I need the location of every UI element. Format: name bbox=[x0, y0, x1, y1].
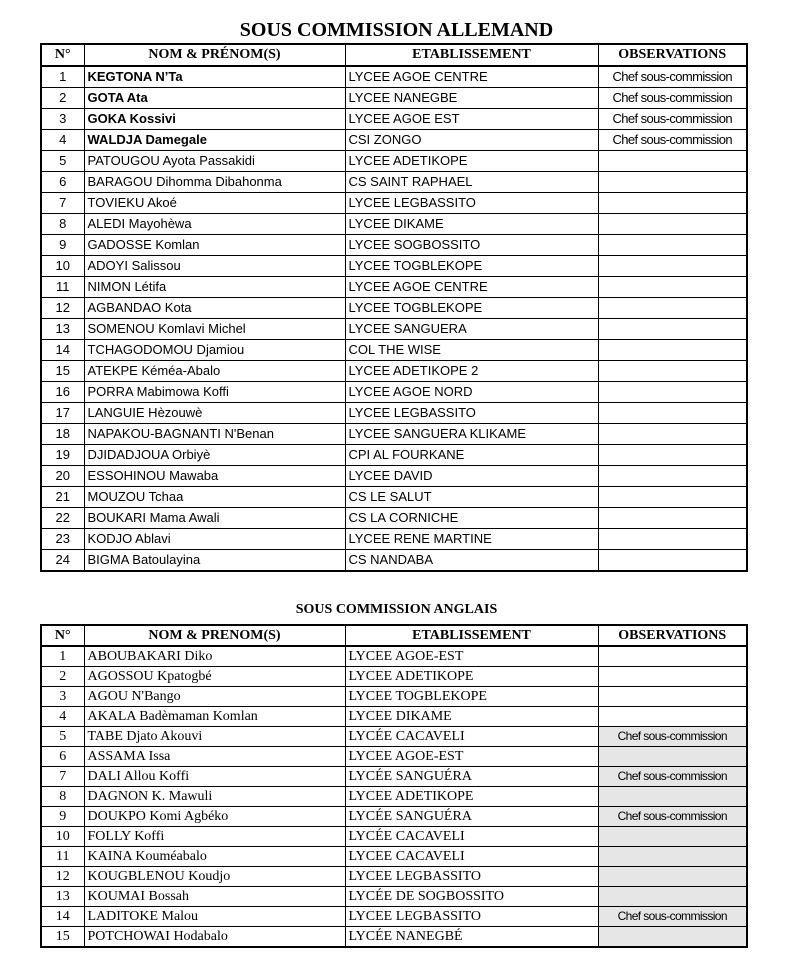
row-school: LYCEE AGOE EST bbox=[345, 109, 598, 130]
table-row bbox=[41, 887, 747, 907]
row-number: 17 bbox=[41, 403, 84, 424]
row-name: GOTA Ata bbox=[84, 88, 345, 109]
row-observation bbox=[598, 847, 747, 867]
row-school: LYCEE AGOE-EST bbox=[345, 646, 598, 667]
row-number: 11 bbox=[41, 847, 84, 867]
row-name: DAGNON K. Mawuli bbox=[84, 787, 345, 807]
row-number: 7 bbox=[41, 767, 84, 787]
anglais-title: SOUS COMMISSION ANGLAIS bbox=[295, 602, 498, 617]
row-number: 12 bbox=[41, 867, 84, 887]
row-number: 14 bbox=[41, 907, 84, 927]
row-observation bbox=[598, 508, 747, 529]
row-number: 7 bbox=[41, 193, 84, 214]
row-school: CS LA CORNICHE bbox=[345, 508, 598, 529]
row-name: BARAGOU Dihomma Dibahonma bbox=[84, 172, 345, 193]
row-school: CSI ZONGO bbox=[345, 130, 598, 151]
row-observation: Chef sous-commission bbox=[598, 66, 747, 88]
row-name: NIMON Létifa bbox=[84, 277, 345, 298]
table-row bbox=[41, 466, 747, 487]
table-row bbox=[41, 487, 747, 508]
table-row bbox=[41, 529, 747, 550]
row-number: 1 bbox=[41, 66, 84, 88]
col-header-observations: OBSERVATIONS bbox=[598, 625, 747, 646]
row-number: 6 bbox=[41, 172, 84, 193]
row-observation: Chef sous-commission bbox=[598, 109, 747, 130]
row-school: LYCEE AGOE CENTRE bbox=[345, 277, 598, 298]
row-observation bbox=[598, 867, 747, 887]
col-header-school: ETABLISSEMENT bbox=[345, 625, 598, 646]
row-observation bbox=[598, 403, 747, 424]
row-name: AGOSSOU Kpatogbé bbox=[84, 667, 345, 687]
table-row bbox=[41, 550, 747, 572]
table-row bbox=[41, 646, 747, 667]
table-row bbox=[41, 727, 747, 747]
row-name: BOUKARI Mama Awali bbox=[84, 508, 345, 529]
anglais-table bbox=[40, 624, 748, 948]
row-observation: Chef sous-commission bbox=[598, 727, 747, 747]
row-school: LYCÉE NANEGBÉ bbox=[345, 927, 598, 948]
row-number: 21 bbox=[41, 487, 84, 508]
allemand-header-row bbox=[41, 44, 747, 66]
row-school: CPI AL FOURKANE bbox=[345, 445, 598, 466]
row-name: TABE Djato Akouvi bbox=[84, 727, 345, 747]
row-school: COL THE WISE bbox=[345, 340, 598, 361]
row-observation bbox=[598, 747, 747, 767]
row-observation: Chef sous-commission bbox=[598, 88, 747, 109]
row-school: LYCEE SANGUERA bbox=[345, 319, 598, 340]
row-school: LYCÉE CACAVELI bbox=[345, 727, 598, 747]
row-name: ATEKPE Kéméa-Abalo bbox=[84, 361, 345, 382]
row-observation bbox=[598, 827, 747, 847]
row-observation bbox=[598, 646, 747, 667]
row-school: LYCEE TOGBLEKOPE bbox=[345, 687, 598, 707]
col-header-number: N° bbox=[41, 44, 84, 66]
row-observation bbox=[598, 687, 747, 707]
row-number: 20 bbox=[41, 466, 84, 487]
row-number: 16 bbox=[41, 382, 84, 403]
row-number: 10 bbox=[41, 827, 84, 847]
anglais-header-row bbox=[41, 625, 747, 646]
table-row bbox=[41, 927, 747, 948]
row-observation bbox=[598, 340, 747, 361]
row-name: KAINA Kouméabalo bbox=[84, 847, 345, 867]
row-name: PORRA Mabimowa Koffi bbox=[84, 382, 345, 403]
row-observation bbox=[598, 466, 747, 487]
row-observation: Chef sous-commission bbox=[598, 807, 747, 827]
row-name: MOUZOU Tchaa bbox=[84, 487, 345, 508]
row-name: TCHAGODOMOU Djamiou bbox=[84, 340, 345, 361]
row-observation: Chef sous-commission bbox=[598, 130, 747, 151]
table-row bbox=[41, 256, 747, 277]
row-observation bbox=[598, 193, 747, 214]
row-number: 13 bbox=[41, 887, 84, 907]
table-row bbox=[41, 298, 747, 319]
table-row bbox=[41, 193, 747, 214]
table-row bbox=[41, 109, 747, 130]
row-observation bbox=[598, 887, 747, 907]
row-number: 23 bbox=[41, 529, 84, 550]
row-number: 6 bbox=[41, 747, 84, 767]
row-number: 2 bbox=[41, 88, 84, 109]
row-name: BIGMA Batoulayina bbox=[84, 550, 345, 572]
row-school: CS SAINT RAPHAEL bbox=[345, 172, 598, 193]
row-name: DALI Allou Koffi bbox=[84, 767, 345, 787]
row-number: 3 bbox=[41, 109, 84, 130]
table-row bbox=[41, 807, 747, 827]
row-observation bbox=[598, 361, 747, 382]
row-school: LYCEE ADETIKOPE bbox=[345, 667, 598, 687]
table-row bbox=[41, 340, 747, 361]
row-name: KOUMAI Bossah bbox=[84, 887, 345, 907]
row-school: LYCEE LEGBASSITO bbox=[345, 403, 598, 424]
allemand-table bbox=[40, 43, 748, 572]
row-observation: Chef sous-commission bbox=[598, 767, 747, 787]
row-observation bbox=[598, 235, 747, 256]
row-name: AKALA Badèmaman Komlan bbox=[84, 707, 345, 727]
row-name: ALEDI Mayohèwa bbox=[84, 214, 345, 235]
row-name: TOVIEKU Akoé bbox=[84, 193, 345, 214]
row-number: 15 bbox=[41, 361, 84, 382]
table-row bbox=[41, 667, 747, 687]
row-observation bbox=[598, 487, 747, 508]
col-header-school: ETABLISSEMENT bbox=[345, 44, 598, 66]
row-observation bbox=[598, 256, 747, 277]
row-number: 12 bbox=[41, 298, 84, 319]
row-observation bbox=[598, 424, 747, 445]
table-row bbox=[41, 687, 747, 707]
col-header-name: NOM & PRENOM(S) bbox=[84, 625, 345, 646]
row-school: LYCÉE CACAVELI bbox=[345, 827, 598, 847]
row-school: LYCEE RENE MARTINE bbox=[345, 529, 598, 550]
table-row bbox=[41, 867, 747, 887]
table-row bbox=[41, 319, 747, 340]
row-number: 8 bbox=[41, 787, 84, 807]
row-school: LYCEE ADETIKOPE bbox=[345, 787, 598, 807]
row-name: NAPAKOU-BAGNANTI N'Benan bbox=[84, 424, 345, 445]
row-number: 11 bbox=[41, 277, 84, 298]
row-name: AGOU N'Bango bbox=[84, 687, 345, 707]
row-name: GADOSSE Komlan bbox=[84, 235, 345, 256]
table-row bbox=[41, 130, 747, 151]
row-name: LANGUIE Hèzouwè bbox=[84, 403, 345, 424]
row-school: LYCÉE SANGUÉRA bbox=[345, 807, 598, 827]
row-name: POTCHOWAI Hodabalo bbox=[84, 927, 345, 948]
row-number: 14 bbox=[41, 340, 84, 361]
row-number: 13 bbox=[41, 319, 84, 340]
row-name: WALDJA Damegale bbox=[84, 130, 345, 151]
table-row bbox=[41, 277, 747, 298]
row-school: CS NANDABA bbox=[345, 550, 598, 572]
table-row bbox=[41, 747, 747, 767]
row-number: 3 bbox=[41, 687, 84, 707]
table-row bbox=[41, 88, 747, 109]
row-name: KODJO Ablavi bbox=[84, 529, 345, 550]
row-number: 9 bbox=[41, 807, 84, 827]
row-name: DOUKPO Komi Agbéko bbox=[84, 807, 345, 827]
table-row bbox=[41, 172, 747, 193]
row-number: 8 bbox=[41, 214, 84, 235]
row-name: DJIDADJOUA Orbiyè bbox=[84, 445, 345, 466]
col-header-number: N° bbox=[41, 625, 84, 646]
row-school: LYCEE AGOE-EST bbox=[345, 747, 598, 767]
row-number: 9 bbox=[41, 235, 84, 256]
row-school: LYCEE DIKAME bbox=[345, 707, 598, 727]
table-row bbox=[41, 787, 747, 807]
row-number: 15 bbox=[41, 927, 84, 948]
row-observation bbox=[598, 667, 747, 687]
row-school: LYCEE LEGBASSITO bbox=[345, 193, 598, 214]
row-number: 19 bbox=[41, 445, 84, 466]
row-observation bbox=[598, 707, 747, 727]
row-name: FOLLY Koffi bbox=[84, 827, 345, 847]
row-school: LYCEE ADETIKOPE bbox=[345, 151, 598, 172]
row-number: 4 bbox=[41, 130, 84, 151]
table-row bbox=[41, 151, 747, 172]
row-observation bbox=[598, 214, 747, 235]
row-name: ASSAMA Issa bbox=[84, 747, 345, 767]
table-row bbox=[41, 827, 747, 847]
row-name: SOMENOU Komlavi Michel bbox=[84, 319, 345, 340]
row-school: LYCEE LEGBASSITO bbox=[345, 907, 598, 927]
row-number: 5 bbox=[41, 151, 84, 172]
table-row bbox=[41, 508, 747, 529]
row-name: ESSOHINOU Mawaba bbox=[84, 466, 345, 487]
row-school: LYCEE ADETIKOPE 2 bbox=[345, 361, 598, 382]
row-observation bbox=[598, 445, 747, 466]
row-observation bbox=[598, 382, 747, 403]
table-row bbox=[41, 403, 747, 424]
row-observation bbox=[598, 319, 747, 340]
table-row bbox=[41, 235, 747, 256]
table-row bbox=[41, 66, 747, 88]
row-name: AGBANDAO Kota bbox=[84, 298, 345, 319]
row-number: 24 bbox=[41, 550, 84, 572]
row-name: LADITOKE Malou bbox=[84, 907, 345, 927]
row-school: CS LE SALUT bbox=[345, 487, 598, 508]
row-observation: Chef sous-commission bbox=[598, 907, 747, 927]
row-number: 5 bbox=[41, 727, 84, 747]
row-observation bbox=[598, 787, 747, 807]
row-name: PATOUGOU Ayota Passakidi bbox=[84, 151, 345, 172]
row-observation bbox=[598, 151, 747, 172]
row-school: LYCEE AGOE NORD bbox=[345, 382, 598, 403]
row-name: ADOYI Salissou bbox=[84, 256, 345, 277]
row-school: LYCEE SANGUERA KLIKAME bbox=[345, 424, 598, 445]
table-row bbox=[41, 847, 747, 867]
row-number: 10 bbox=[41, 256, 84, 277]
row-school: LYCEE LEGBASSITO bbox=[345, 867, 598, 887]
row-number: 18 bbox=[41, 424, 84, 445]
table-row bbox=[41, 707, 747, 727]
table-row bbox=[41, 445, 747, 466]
table-row bbox=[41, 361, 747, 382]
row-school: LYCÉE DE SOGBOSSITO bbox=[345, 887, 598, 907]
row-school: LYCEE TOGBLEKOPE bbox=[345, 298, 598, 319]
row-school: LYCEE SOGBOSSITO bbox=[345, 235, 598, 256]
row-school: LYCÉE SANGUÉRA bbox=[345, 767, 598, 787]
col-header-observations: OBSERVATIONS bbox=[598, 44, 747, 66]
col-header-name: NOM & PRÉNOM(S) bbox=[84, 44, 345, 66]
row-observation bbox=[598, 529, 747, 550]
row-observation bbox=[598, 277, 747, 298]
row-observation bbox=[598, 550, 747, 572]
table-row bbox=[41, 214, 747, 235]
table-row bbox=[41, 767, 747, 787]
row-school: LYCEE TOGBLEKOPE bbox=[345, 256, 598, 277]
table-row bbox=[41, 424, 747, 445]
row-school: LYCEE DIKAME bbox=[345, 214, 598, 235]
row-school: LYCEE AGOE CENTRE bbox=[345, 66, 598, 88]
row-observation bbox=[598, 298, 747, 319]
row-name: KEGTONA N’Ta bbox=[84, 66, 345, 88]
row-name: ABOUBAKARI Diko bbox=[84, 646, 345, 667]
allemand-title: SOUS COMMISSION ALLEMAND bbox=[239, 19, 554, 41]
row-school: LYCEE NANEGBE bbox=[345, 88, 598, 109]
row-number: 22 bbox=[41, 508, 84, 529]
row-observation bbox=[598, 927, 747, 948]
row-observation bbox=[598, 172, 747, 193]
row-name: GOKA Kossivi bbox=[84, 109, 345, 130]
row-name: KOUGBLENOU Koudjo bbox=[84, 867, 345, 887]
table-row bbox=[41, 907, 747, 927]
table-row bbox=[41, 382, 747, 403]
row-school: LYCEE CACAVELI bbox=[345, 847, 598, 867]
row-school: LYCEE DAVID bbox=[345, 466, 598, 487]
row-number: 2 bbox=[41, 667, 84, 687]
row-number: 4 bbox=[41, 707, 84, 727]
row-number: 1 bbox=[41, 646, 84, 667]
